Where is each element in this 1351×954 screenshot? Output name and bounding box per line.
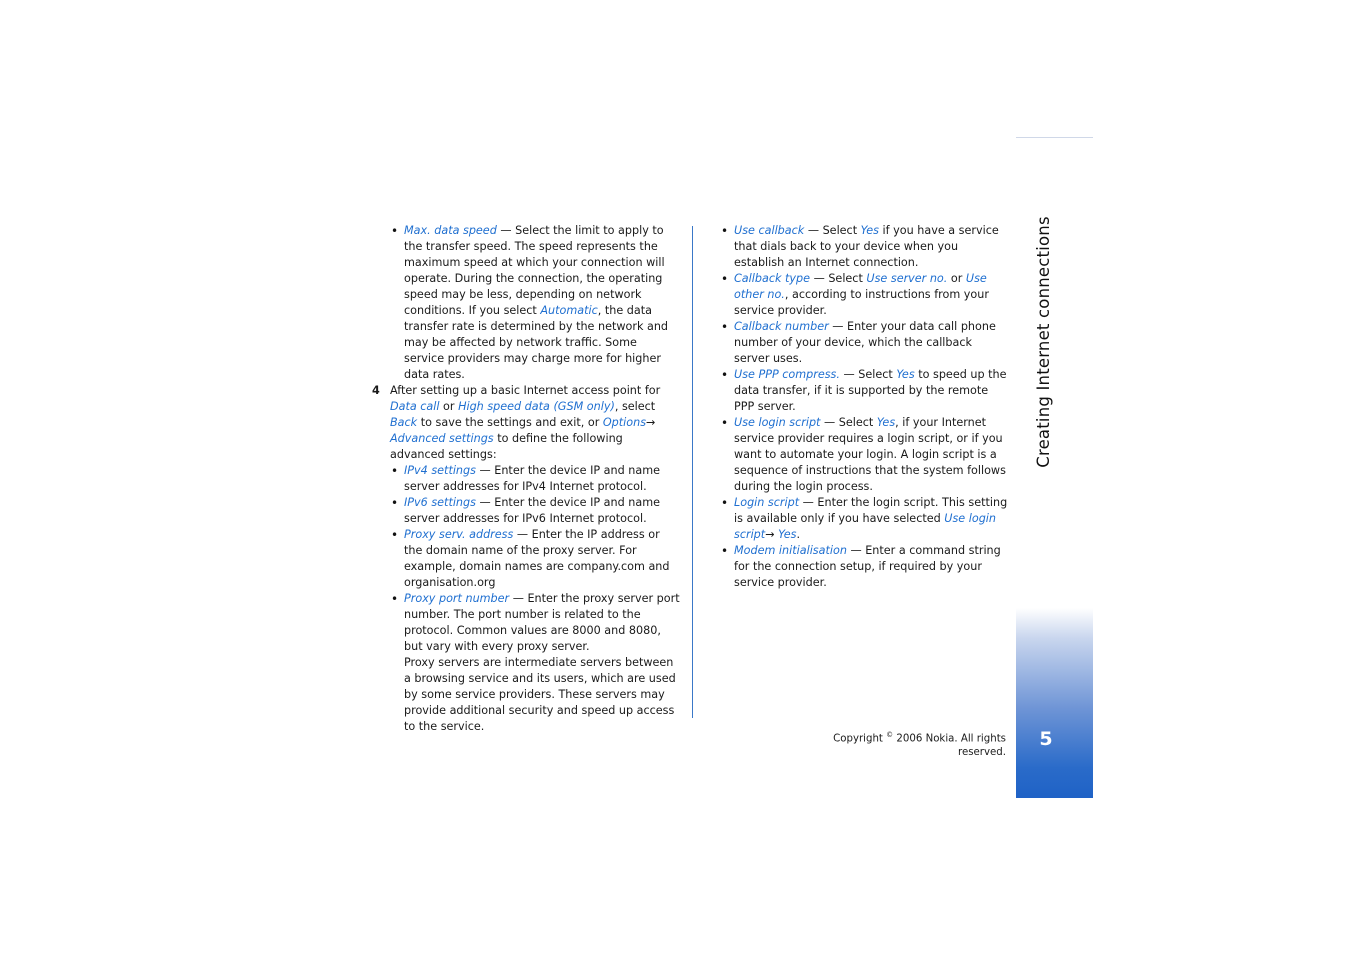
step-4 xyxy=(372,383,680,463)
copyright-symbol: © xyxy=(886,731,894,739)
callback-type-text-2: or xyxy=(947,272,966,285)
term-automatic: Automatic xyxy=(540,304,598,317)
term-use-login-script: Use login script xyxy=(734,416,821,429)
arrow-icon: → xyxy=(765,528,775,541)
max-data-speed-text: — Select the limit to apply to the transfer speed. The speed represents the maximum speed at which your connection will operate. During the connection, the operating speed may be less, depending on network conditions. If you select xyxy=(404,224,665,317)
callback-type-text-1: — Select xyxy=(810,272,867,285)
arrow-icon: → xyxy=(646,416,656,429)
login-script-text-1: — Enter the login script. This setting is available only if you have selected xyxy=(734,496,1008,525)
term-max-data-speed: Max. data speed xyxy=(404,224,497,237)
term-use-ppp-compress: Use PPP compress. xyxy=(734,368,840,381)
term-use-other-no: Use other no. xyxy=(734,272,987,301)
copyright-post: 2006 Nokia. All rights reserved. xyxy=(893,733,1006,759)
term-login-script: Login script xyxy=(734,496,800,509)
bullet-ppp-compress xyxy=(720,367,1010,415)
use-callback-text-2: if you have a service that dials back to your device when you establish an Internet connection. xyxy=(734,224,999,269)
chapter-sidebar xyxy=(1016,137,1093,798)
callback-type-text-3: , according to instructions from your service provider. xyxy=(734,288,989,317)
term-yes: Yes xyxy=(876,416,896,429)
bullet-use-callback xyxy=(720,223,1010,271)
bullet-use-login-script xyxy=(720,415,1010,495)
step4-text-2: or xyxy=(439,400,459,413)
bullet-ipv4 xyxy=(390,463,680,495)
step4-text-3: , select xyxy=(614,400,656,413)
term-proxy-port-number: Proxy port number xyxy=(404,592,510,605)
step4-text-4: to save the settings and exit, or xyxy=(417,416,603,429)
ipv4-text: — Enter the device IP and name server addresses for IPv4 Internet protocol. xyxy=(404,464,661,493)
page-number: 5 xyxy=(1039,728,1053,750)
modem-text: — Enter a command string for the connection setup, if required by your service provider. xyxy=(734,544,1001,589)
bullet-proxy-address xyxy=(390,527,680,591)
proxy-address-text: — Enter the IP address or the domain name of the proxy server. For example, domain names are company.com and organisation.org xyxy=(404,528,670,589)
copyright-pre: Copyright xyxy=(833,733,887,745)
term-data-call: Data call xyxy=(390,400,440,413)
bullet-callback-type xyxy=(720,271,1010,319)
term-use-server-no: Use server no. xyxy=(866,272,948,285)
bullet-callback-number xyxy=(720,319,1010,367)
term-proxy-serv-address: Proxy serv. address xyxy=(404,528,514,541)
term-high-speed-data: High speed data (GSM only) xyxy=(458,400,615,413)
term-options: Options xyxy=(602,416,647,429)
term-yes: Yes xyxy=(778,528,797,541)
proxy-note: Proxy servers are intermediate servers between a browsing service and its users, which are used by some service providers. These servers may provide additional security and speed up access to the service. xyxy=(404,656,676,733)
ipv6-text: — Enter the device IP and name server addresses for IPv6 Internet protocol. xyxy=(404,496,661,525)
term-advanced-settings: Advanced settings xyxy=(390,432,494,445)
use-login-text-1: — Select xyxy=(820,416,877,429)
step4-text-5: to define the following advanced settings: xyxy=(390,432,623,461)
max-data-speed-text-2: , the data transfer rate is determined by the network and may be affected by network traffic. Some service providers may charge more for higher data rates. xyxy=(404,304,669,381)
proxy-port-text: — Enter the proxy server port number. The port number is related to the protocol. Common values are 8000 and 8080, but vary with every proxy server. xyxy=(404,592,680,653)
bullet-max-data-speed xyxy=(390,223,680,383)
term-back: Back xyxy=(390,416,418,429)
term-use-callback: Use callback xyxy=(734,224,805,237)
term-use-login-script-ref: Use login script xyxy=(734,512,996,541)
column-divider xyxy=(692,226,693,718)
term-ipv6-settings: IPv6 settings xyxy=(404,496,476,509)
bullet-proxy-port xyxy=(390,591,680,655)
bullet-ipv6 xyxy=(390,495,680,527)
term-modem-initialisation: Modem initialisation xyxy=(734,544,847,557)
right-column xyxy=(720,223,1010,591)
term-yes: Yes xyxy=(896,368,915,381)
bullet-modem-initialisation xyxy=(720,543,1010,591)
ppp-text-1: — Select xyxy=(839,368,897,381)
bullet-login-script xyxy=(720,495,1010,543)
term-ipv4-settings: IPv4 settings xyxy=(404,464,476,477)
use-callback-text-1: — Select xyxy=(804,224,861,237)
chapter-title-text: Creating Internet connections xyxy=(1034,216,1053,468)
callback-number-text: — Enter your data call phone number of your device, which the callback server uses. xyxy=(734,320,996,365)
left-column xyxy=(372,223,680,735)
step-number: 4 xyxy=(372,384,380,397)
term-callback-number: Callback number xyxy=(734,320,829,333)
step4-text-1: After setting up a basic Internet access point for xyxy=(390,384,661,397)
use-login-text-2: , if your Internet service provider requires a login script, or if you want to automate your login. A login script is a sequence of instructions that the system follows during the login process. xyxy=(734,416,1006,493)
login-script-text-2: . xyxy=(796,528,801,541)
ppp-text-2: to speed up the data transfer, if it is supported by the remote PPP server. xyxy=(734,368,1007,413)
term-yes: Yes xyxy=(860,224,879,237)
copyright-notice xyxy=(790,728,1006,760)
term-callback-type: Callback type xyxy=(734,272,811,285)
